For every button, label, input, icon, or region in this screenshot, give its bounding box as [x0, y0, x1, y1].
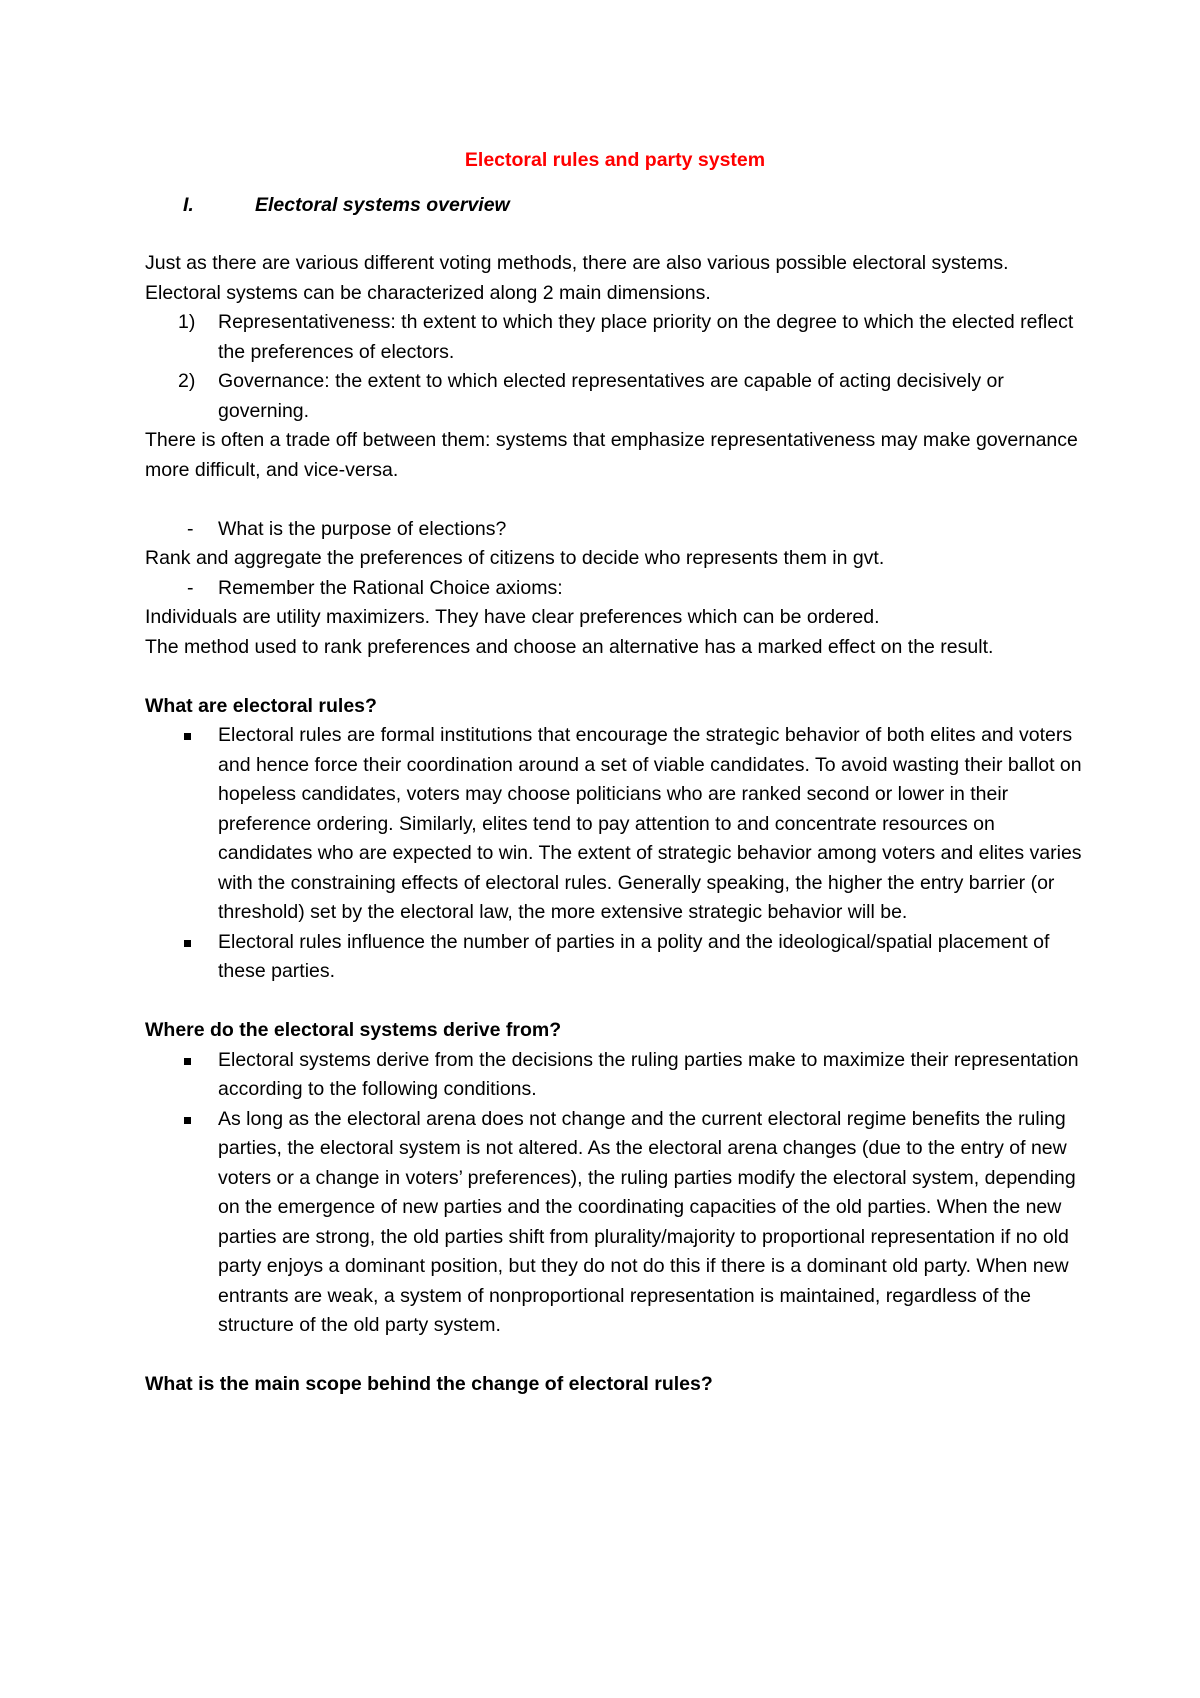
section-numeral: I.: [183, 193, 194, 216]
list-item-text: Electoral rules influence the number of parties in a polity and the ideological/spatial placement of these parties.: [218, 930, 1050, 982]
rules-list: [145, 721, 1085, 987]
bullet-marker: [184, 940, 191, 947]
section-heading: [145, 191, 1085, 221]
derive-list: [145, 1046, 1085, 1341]
list-item-text: Representativeness: th extent to which they place priority on the degree to which the elected reflect the preferences of electors.: [218, 311, 1074, 363]
spacer: [145, 987, 1085, 1017]
rules-heading: What are electoral rules?: [145, 694, 377, 717]
derive-heading: Where do the electoral systems derive from?: [145, 1019, 562, 1041]
list-item: [145, 515, 1085, 545]
purpose-list: [145, 515, 1085, 545]
list-item-text: Electoral systems derive from the decisions the ruling parties make to maximize their representation according to the following conditions.: [218, 1048, 1079, 1100]
scope-heading: What is the main scope behind the change of electoral rules?: [145, 1373, 713, 1395]
axioms-paragraph: Individuals are utility maximizers. They have clear preferences which can be ordered.: [145, 606, 880, 628]
purpose-answer: Rank and aggregate the preferences of citizens to decide who represents them in gvt.: [145, 547, 885, 569]
list-marker: 2): [178, 370, 196, 392]
dash-marker: -: [187, 517, 194, 540]
dash-marker: -: [187, 576, 194, 599]
list-item-text: Remember the Rational Choice axioms:: [218, 576, 563, 599]
section-heading-text: Electoral systems overview: [255, 193, 510, 216]
dimensions-list: [145, 308, 1085, 426]
list-item: [145, 367, 1085, 426]
spacer: [145, 485, 1085, 515]
method-paragraph: The method used to rank preferences and choose an alternative has a marked effect on the result.: [145, 635, 994, 658]
list-item: [145, 1105, 1085, 1341]
bullet-marker: [184, 1058, 191, 1065]
document-title: Electoral rules and party system: [464, 149, 766, 171]
list-item-text: As long as the electoral arena does not change and the current electoral regime benefits the ruling parties, the electoral system is not altered. As the electoral arena changes (due to the entry of new voters or a change in voters’ preferences), the ruling parties modify the electoral system, depending on the emergence of new parties and the coordinating capacities of the old parties. When the new parties are strong, the old parties shift from plurality/majority to proportional representation if no old party enjoys a dominant position, but they do not do this if there is a dominant old party. When new entrants are weak, a system of nonproportional representation is maintained, regardless of the structure of the old party system.: [218, 1107, 1076, 1336]
spacer: [145, 1341, 1085, 1371]
spacer: [145, 662, 1085, 692]
intro-paragraph: Just as there are various different voting methods, there are also various possible electoral systems. Electoral systems can be characterized along 2 main dimensions.: [145, 252, 1009, 304]
list-item-text: Governance: the extent to which elected representatives are capable of acting decisively or governing.: [218, 370, 1004, 422]
list-item: [145, 721, 1085, 928]
list-item: [145, 928, 1085, 987]
list-marker: 1): [178, 311, 196, 333]
document-body: [145, 146, 1085, 1400]
bullet-marker: [184, 733, 191, 740]
tradeoff-paragraph: There is often a trade off between them: systems that emphasize representativeness may make governance more difficult, and vice-versa.: [145, 429, 1078, 481]
list-item: [145, 574, 1085, 604]
axioms-list: [145, 574, 1085, 604]
list-item: [145, 1046, 1085, 1105]
bullet-marker: [184, 1117, 191, 1124]
list-item-text: What is the purpose of elections?: [218, 517, 507, 540]
list-item: [145, 308, 1085, 367]
list-item-text: Electoral rules are formal institutions that encourage the strategic behavior of both elites and voters and hence force their coordination around a set of viable candidates. To avoid wasting their ballot on hopeless candidates, voters may choose politicians who are ranked second or lower in their preference ordering. Similarly, elites tend to pay attention to and concentrate resources on candidates who are expected to win. The extent of strategic behavior among voters and elites varies with the constraining effects of electoral rules. Generally speaking, the higher the entry barrier (or threshold) set by the electoral law, the more extensive strategic behavior will be.: [218, 724, 1082, 923]
